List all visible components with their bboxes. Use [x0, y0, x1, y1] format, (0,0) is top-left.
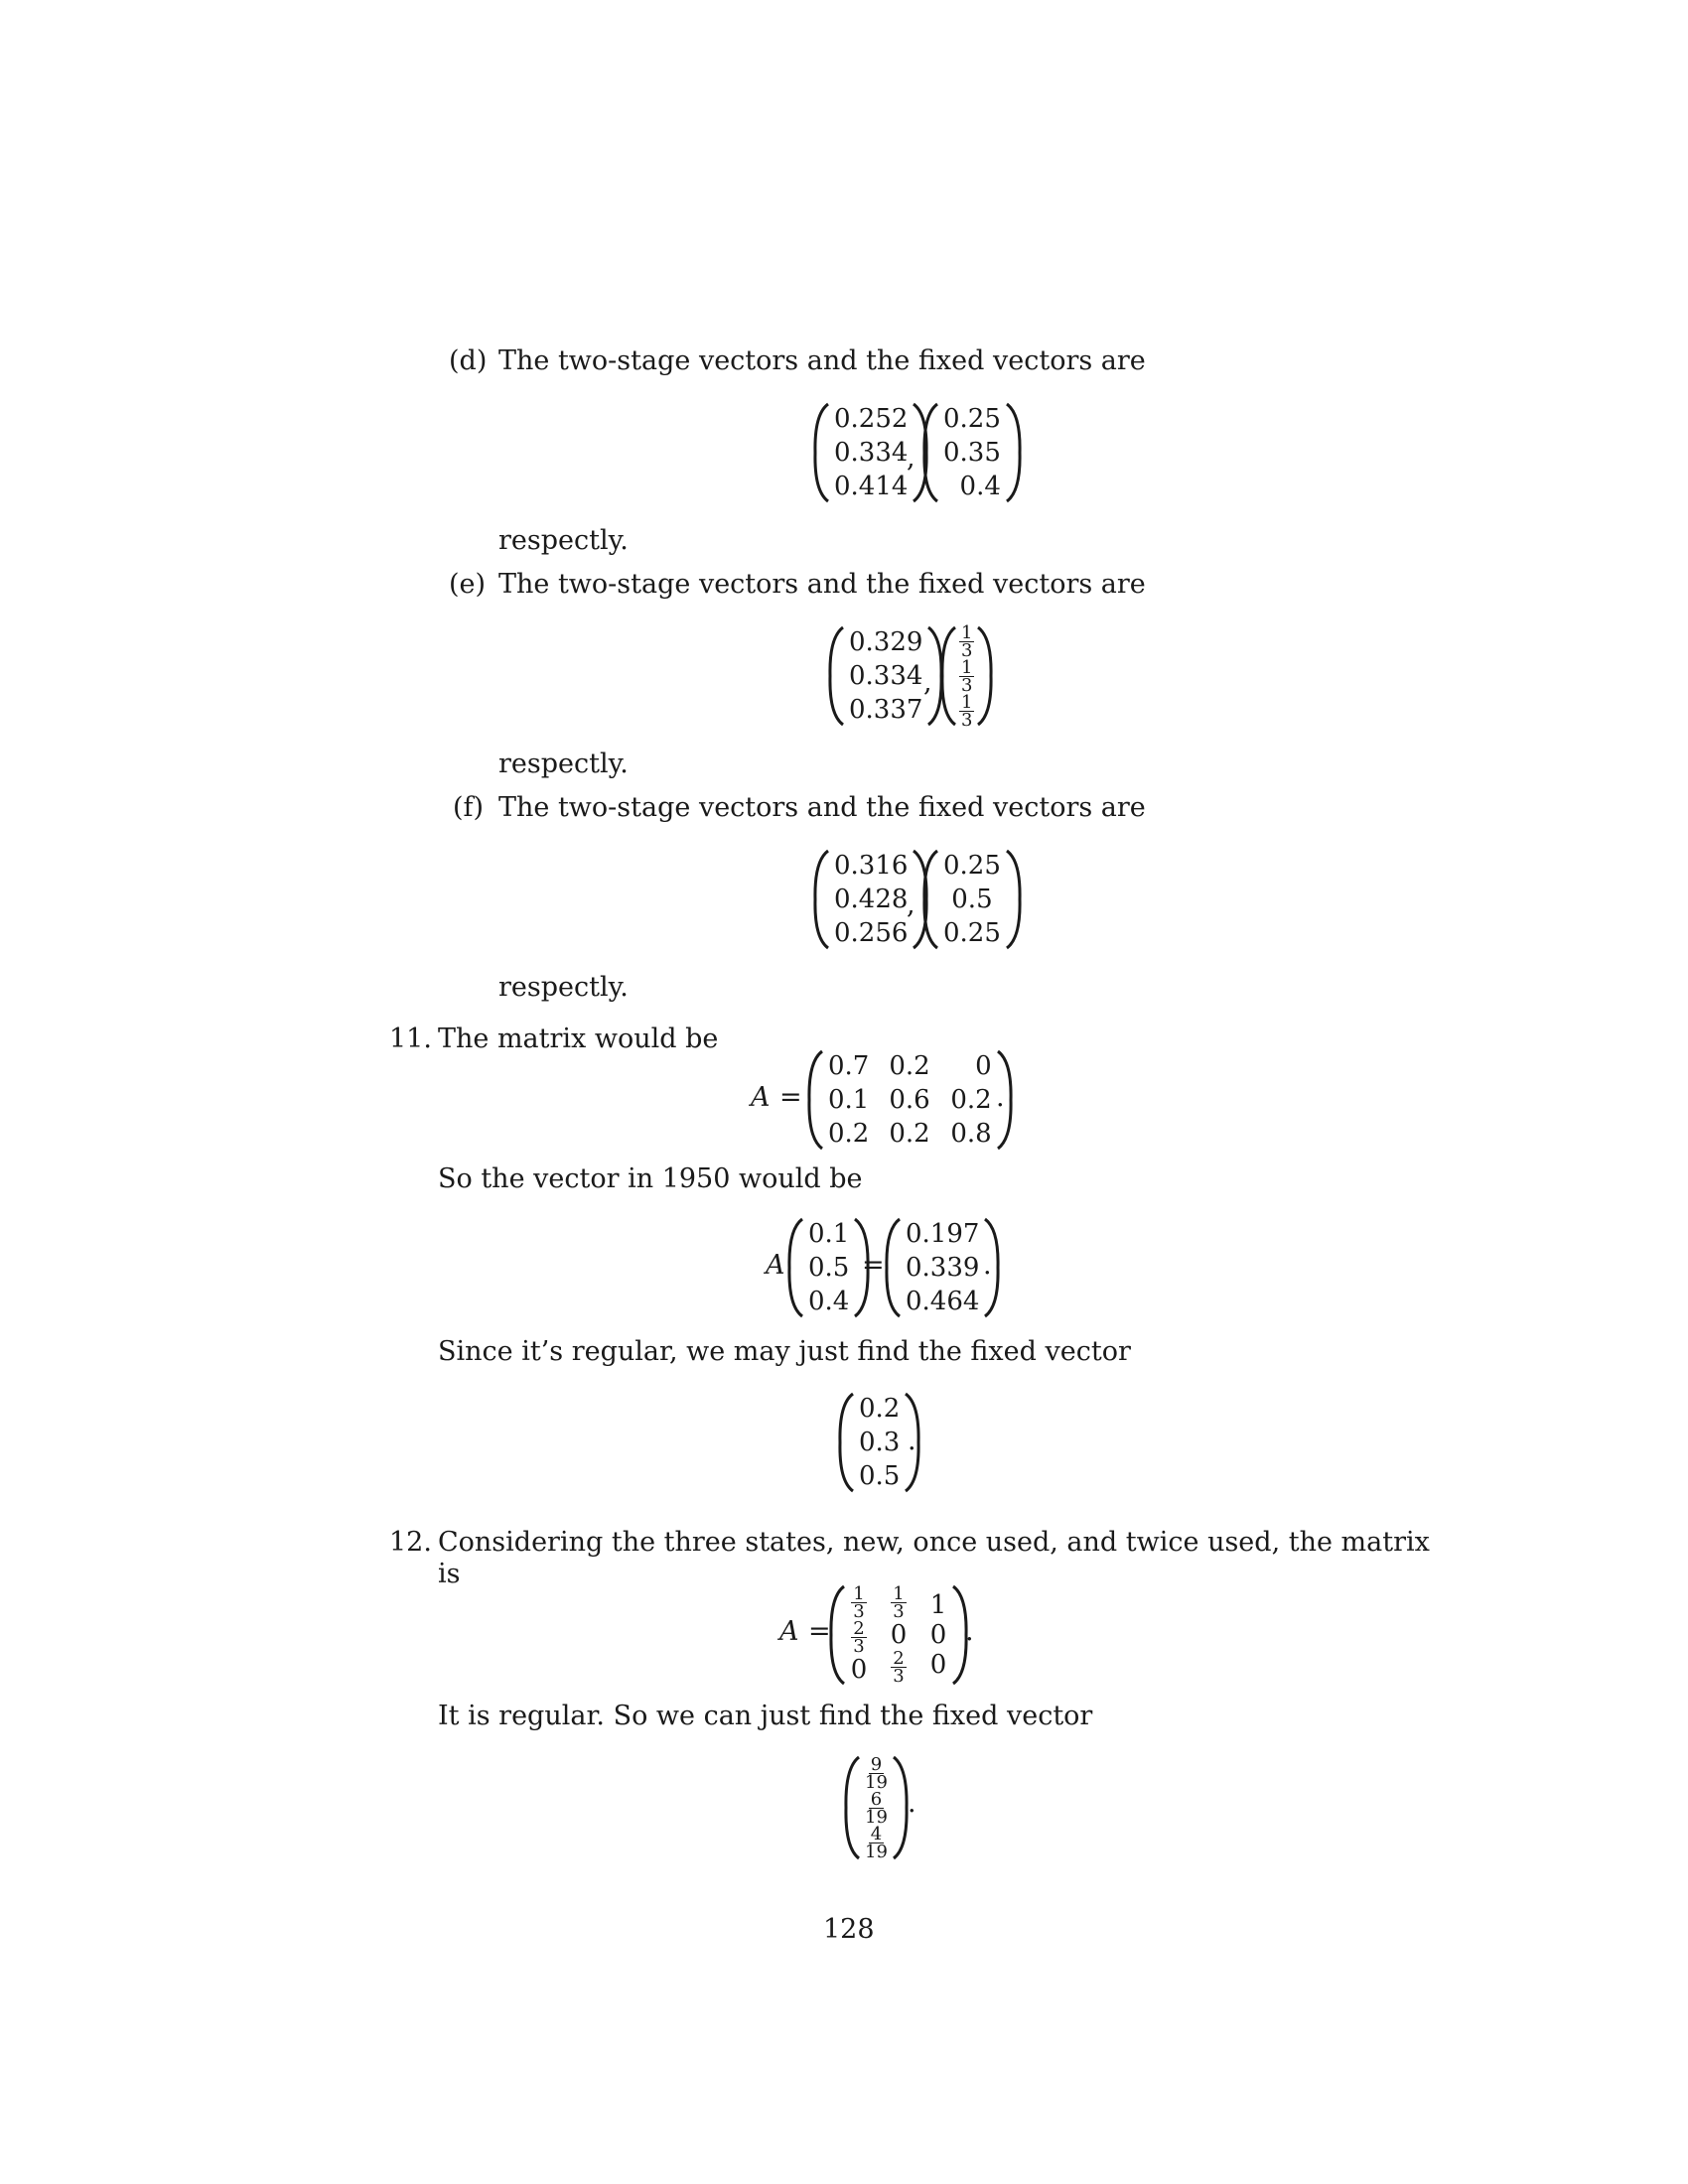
- vector-d-fixed: [921, 402, 1023, 503]
- vector-entry: 0.25: [943, 404, 1001, 434]
- vector-entry: 0.316: [834, 851, 909, 881]
- vector-entry: 0.337: [849, 695, 923, 725]
- left-parenthesis-stroke: [831, 1586, 844, 1684]
- vector-entry: 0.252: [834, 404, 909, 434]
- matrix-a-symbol: A: [766, 1250, 785, 1281]
- matrix-entry: 0: [850, 1655, 868, 1685]
- fraction-four-nineteenths: $\frac{4}{19}$: [865, 1823, 888, 1862]
- left-parenthesis-stroke: [830, 627, 843, 725]
- left-parenthesis: [828, 1584, 848, 1686]
- matrix-a-symbol: A: [779, 1616, 799, 1647]
- item-f-text: The two-stage vectors and the fixed vectors are: [498, 792, 1146, 823]
- left-parenthesis: [786, 1217, 806, 1318]
- fraction-one-third: $\frac{1}{3}$: [961, 656, 973, 696]
- period: .: [965, 1616, 974, 1647]
- period: .: [996, 1082, 1005, 1113]
- matrix-a-symbol: A: [751, 1082, 771, 1113]
- comma: ,: [907, 443, 915, 474]
- left-parenthesis-stroke: [815, 851, 828, 948]
- problem-11-number: 11.: [389, 1024, 432, 1054]
- right-parenthesis: [890, 1755, 910, 1860]
- fraction-nine-nineteenths: $\frac{9}{19}$: [865, 1753, 888, 1793]
- matrix-entry: 0.2: [828, 1119, 870, 1149]
- item-f-after: respectly.: [498, 972, 629, 1003]
- right-parenthesis-stroke: [1007, 851, 1020, 948]
- period: .: [908, 1788, 916, 1819]
- right-parenthesis: [1003, 849, 1023, 950]
- left-parenthesis: [921, 402, 941, 503]
- left-parenthesis-stroke: [887, 1219, 900, 1316]
- vector-entry: 0.334: [849, 661, 923, 691]
- vector-entry: 0.197: [906, 1219, 980, 1249]
- item-d-label: (d): [449, 345, 488, 376]
- vector-entry: 0.5: [859, 1461, 901, 1491]
- vector-entry: 0.414: [834, 472, 909, 501]
- item-f-label: (f): [453, 792, 485, 823]
- vector-entry: 0.334: [834, 438, 909, 468]
- left-parenthesis-stroke: [815, 404, 828, 501]
- vector-entry: 0.5: [808, 1253, 850, 1283]
- fraction-one-third: $\frac{1}{3}$: [961, 691, 973, 731]
- item-d-text: The two-stage vectors and the fixed vectors are: [498, 345, 1146, 376]
- matrix-entry: 0: [975, 1051, 992, 1081]
- left-parenthesis-stroke: [846, 1757, 859, 1858]
- matrix-entry: 0: [890, 1620, 908, 1650]
- item-e-label: (e): [449, 569, 487, 600]
- problem-11-text: The matrix would be: [438, 1024, 719, 1054]
- equals-sign: =: [779, 1082, 802, 1113]
- vector-entry: 0.4: [808, 1287, 850, 1316]
- fraction-two-thirds: $\frac{2}{3}$: [853, 1618, 865, 1657]
- vector-f-fixed: [921, 849, 1023, 950]
- transition-matrix-11: [806, 1049, 1014, 1151]
- matrix-entry: 0.2: [889, 1051, 930, 1081]
- vector-entry: 0.256: [834, 918, 909, 948]
- left-parenthesis-stroke: [840, 1394, 853, 1491]
- vector-entry: 0.2: [859, 1394, 901, 1424]
- vector-entry: 0.35: [943, 438, 1001, 468]
- matrix-entry: 0.7: [828, 1051, 870, 1081]
- vector-entry: 0.4: [959, 472, 1001, 501]
- left-parenthesis: [812, 849, 832, 950]
- matrix-entry: 0.6: [889, 1085, 930, 1115]
- vector-entry: 0.3: [859, 1428, 901, 1457]
- right-parenthesis-stroke: [1007, 404, 1020, 501]
- left-parenthesis: [827, 625, 847, 727]
- problem-11-text2: So the vector in 1950 would be: [438, 1163, 863, 1194]
- right-parenthesis: [1003, 402, 1023, 503]
- right-parenthesis-stroke: [894, 1757, 907, 1858]
- item-e-text: The two-stage vectors and the fixed vectors are: [498, 569, 1146, 600]
- matrix-entry: 0.2: [889, 1119, 930, 1149]
- fixed-vector-12: [843, 1755, 910, 1860]
- right-parenthesis: [974, 625, 994, 727]
- vector-entry: 0.329: [849, 627, 923, 657]
- fraction-six-nineteenths: $\frac{6}{19}$: [865, 1788, 888, 1828]
- page-number: 128: [823, 1914, 875, 1945]
- matrix-entry: 0.8: [950, 1119, 992, 1149]
- left-parenthesis: [939, 625, 959, 727]
- left-parenthesis: [837, 1392, 857, 1493]
- left-parenthesis-stroke: [809, 1051, 822, 1149]
- comma: ,: [907, 889, 915, 920]
- equals-sign: =: [862, 1250, 885, 1281]
- problem-12-number: 12.: [389, 1527, 432, 1558]
- comma: ,: [923, 667, 932, 698]
- left-parenthesis-stroke: [924, 851, 937, 948]
- fraction-two-thirds: $\frac{2}{3}$: [893, 1648, 905, 1687]
- vector-1940: [786, 1217, 871, 1318]
- left-parenthesis: [843, 1755, 863, 1860]
- item-e-after: respectly.: [498, 749, 629, 779]
- matrix-entry: 0: [929, 1650, 947, 1680]
- left-parenthesis-stroke: [789, 1219, 802, 1316]
- fraction-one-third: $\frac{1}{3}$: [893, 1583, 905, 1622]
- item-d-after: respectly.: [498, 525, 629, 556]
- vector-entry: 0.1: [808, 1219, 850, 1249]
- fraction-one-third: $\frac{1}{3}$: [961, 621, 973, 661]
- left-parenthesis: [884, 1217, 904, 1318]
- vector-entry: 0.464: [906, 1287, 980, 1316]
- vector-e-fixed: [939, 621, 994, 731]
- left-parenthesis: [812, 402, 832, 503]
- transition-matrix-12: [828, 1584, 969, 1686]
- vector-entry: 0.339: [906, 1253, 980, 1283]
- right-parenthesis-stroke: [978, 627, 991, 725]
- equals-sign: =: [808, 1616, 831, 1647]
- period: .: [983, 1250, 992, 1281]
- problem-12-text-line1: Considering the three states, new, once used, and twice used, the matrix: [438, 1527, 1430, 1558]
- problem-12-text2: It is regular. So we can just find the fixed vector: [438, 1701, 1093, 1731]
- fraction-one-third: $\frac{1}{3}$: [853, 1583, 865, 1622]
- vector-entry: 0.428: [834, 885, 909, 914]
- left-parenthesis-stroke: [924, 404, 937, 501]
- matrix-entry: 0: [929, 1620, 947, 1650]
- left-parenthesis-stroke: [942, 627, 955, 725]
- matrix-entry: 0.1: [828, 1085, 870, 1115]
- matrix-entry: 1: [929, 1590, 947, 1620]
- vector-entry: 0.25: [943, 918, 1001, 948]
- left-parenthesis: [921, 849, 941, 950]
- problem-12-text-line2: is: [438, 1559, 461, 1589]
- matrix-entry: 0.2: [950, 1085, 992, 1115]
- vector-entry: 0.5: [951, 885, 993, 914]
- vector-entry: 0.25: [943, 851, 1001, 881]
- left-parenthesis: [806, 1049, 826, 1151]
- problem-11-text3: Since it’s regular, we may just find the fixed vector: [438, 1336, 1131, 1367]
- period: .: [908, 1426, 916, 1456]
